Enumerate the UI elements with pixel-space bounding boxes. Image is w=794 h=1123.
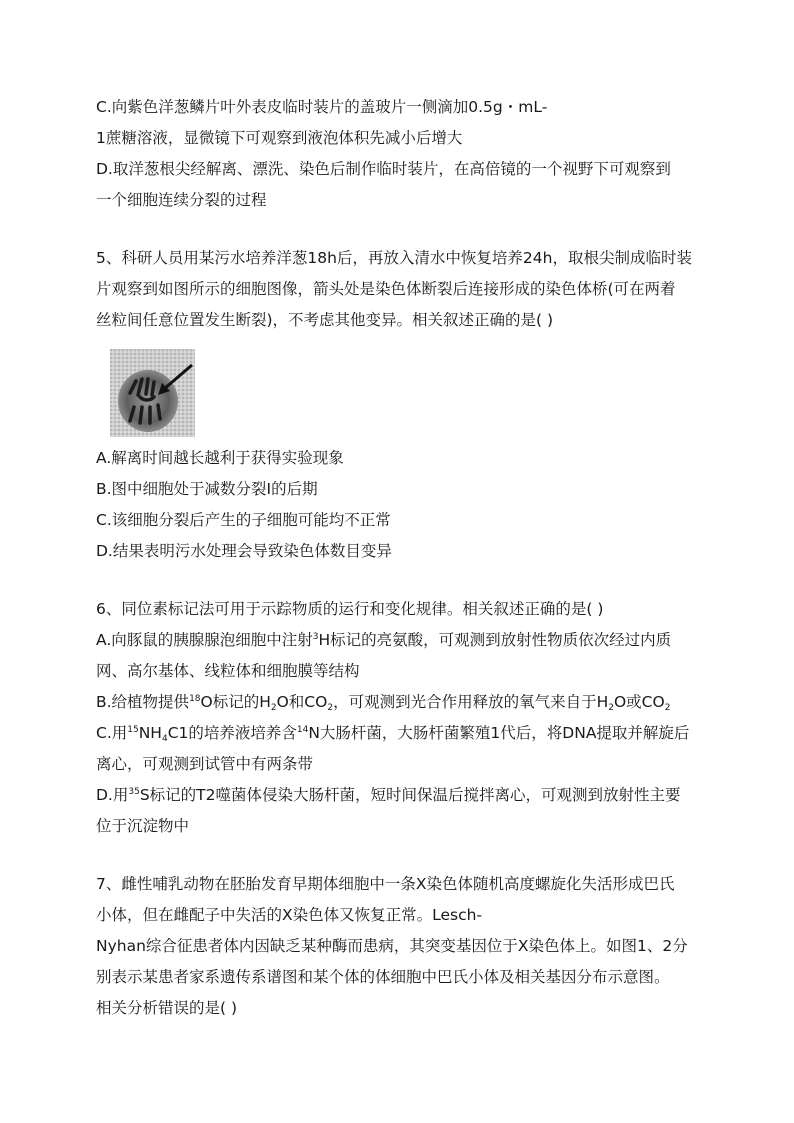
text-run: O或CO xyxy=(613,693,665,711)
q6-option-c-line1 xyxy=(96,723,689,743)
q5-option-d: D.结果表明污水处理会导致染色体数目变异 xyxy=(96,542,392,560)
q4-option-d-line2: 一个细胞连续分裂的过程 xyxy=(96,191,267,209)
q4-option-c-line1: C.向紫色洋葱鳞片叶外表皮临时装片的盖玻片一侧滴加0.5g・mL- xyxy=(96,98,548,116)
q6-option-d-line2: 位于沉淀物中 xyxy=(96,817,190,835)
text-run: N大肠杆菌，大肠杆菌繁殖1代后，将DNA提取并解旋后 xyxy=(308,724,690,742)
text-run: B.给植物提供 xyxy=(96,693,190,711)
subscript: 2 xyxy=(327,703,334,713)
cell-micrograph-image xyxy=(110,349,195,437)
text-run: O标记的H xyxy=(200,693,271,711)
text-run: S标记的T2噬菌体侵染大肠杆菌，短时间保温后搅拌离心，可观测到放射性主要 xyxy=(139,786,681,804)
q6-option-a-line1 xyxy=(96,630,671,650)
superscript: 18 xyxy=(189,694,201,704)
text-run: NH xyxy=(138,724,162,742)
q7-stem-line2: 小体，但在雌配子中失活的X染色体又恢复正常。Lesch- xyxy=(96,906,483,924)
subscript: 4 xyxy=(161,734,168,744)
text-run: A.向豚鼠的胰腺腺泡细胞中注射 xyxy=(96,631,313,649)
subscript: 2 xyxy=(270,703,277,713)
superscript: 3 xyxy=(312,632,319,642)
subscript: 2 xyxy=(608,703,614,713)
q5-stem-line2: 片观察到如图所示的细胞图像，箭头处是染色体断裂后连接形成的染色体桥(可在两着 xyxy=(96,280,676,298)
micrograph-drawing xyxy=(110,349,195,437)
q5-stem-line1: 5、科研人员用某污水培养洋葱18h后，再放入清水中恢复培养24h，取根尖制成临时装 xyxy=(96,249,692,267)
q5-option-a: A.解离时间越长越利于获得实验现象 xyxy=(96,449,344,467)
q6-stem: 6、同位素标记法可用于示踪物质的运行和变化规律。相关叙述正确的是( ) xyxy=(96,600,604,618)
q7-stem-line5: 相关分析错误的是( ) xyxy=(96,999,238,1017)
q7-stem-line4: 别表示某患者家系遗传系谱图和某个体的体细胞中巴氏小体及相关基因分布示意图。 xyxy=(96,968,670,986)
subscript: 2 xyxy=(664,703,671,713)
superscript: 14 xyxy=(296,725,309,735)
q4-option-d-line1: D.取洋葱根尖经解离、漂洗、染色后制作临时装片，在高倍镜的一个视野下可观察到 xyxy=(96,160,671,178)
q5-option-b: B.图中细胞处于减数分裂I的后期 xyxy=(96,480,318,498)
q6-option-d-line1 xyxy=(96,785,681,805)
text-run: H标记的亮氨酸，可观测到放射性物质依次经过内质 xyxy=(318,631,672,649)
text-run: D.用 xyxy=(96,786,129,804)
text-run: ，可观测到光合作用释放的氧气来自于H xyxy=(333,693,609,711)
q6-option-b xyxy=(96,692,670,712)
q7-stem-line3: Nyhan综合征患者体内因缺乏某种酶而患病，其突变基因位于X染色体上。如图1、2分 xyxy=(96,937,688,955)
superscript: 15 xyxy=(127,725,139,735)
text-run: O和CO xyxy=(276,693,328,711)
superscript: 35 xyxy=(128,787,140,797)
q5-option-c: C.该细胞分裂后产生的子细胞可能均不正常 xyxy=(96,511,391,529)
text-run: C1的培养液培养含 xyxy=(167,724,297,742)
q6-option-a-line2: 网、高尔基体、线粒体和细胞膜等结构 xyxy=(96,662,360,680)
q6-option-c-line2: 离心，可观测到试管中有两条带 xyxy=(96,755,314,773)
q5-stem-line3: 丝粒间任意位置发生断裂)，不考虑其他变异。相关叙述正确的是( ) xyxy=(96,311,554,329)
q4-option-c-line2: 1蔗糖溶液，显微镜下可观察到液泡体积先减小后增大 xyxy=(96,129,463,147)
q7-stem-line1: 7、雌性哺乳动物在胚胎发育早期体细胞中一条X染色体随机高度螺旋化失活形成巴氏 xyxy=(96,875,675,893)
text-run: C.用 xyxy=(96,724,128,742)
